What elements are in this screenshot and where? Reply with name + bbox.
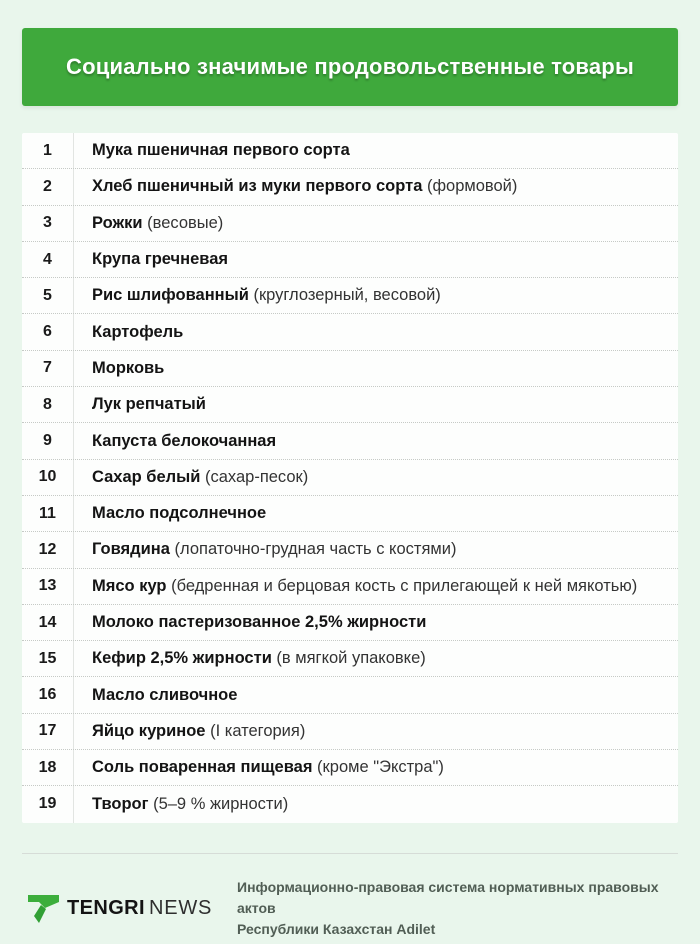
item-name: Говядина [92,540,170,559]
products-table [22,133,678,823]
item-note: (круглозерный, весовой) [248,286,441,305]
table-row [22,714,678,750]
item-name: Масло подсолнечное [92,504,267,523]
table-row [22,605,678,641]
row-item [74,169,678,204]
table-row [22,387,678,423]
brand-name-light: NEWS [148,896,213,919]
row-item [74,786,678,822]
table-row [22,423,678,459]
tengri-news-logo [28,892,237,925]
row-number: 1 [22,133,74,168]
row-item [74,677,678,712]
page-title: Социально значимые продовольственные товары [66,54,634,79]
row-item [74,496,678,531]
table-row [22,351,678,387]
item-name: Капуста белокочанная [92,431,277,450]
table-row [22,496,678,532]
item-name: Морковь [92,358,165,377]
header-banner [22,28,678,106]
row-number: 14 [22,605,74,640]
item-name: Сахар белый [92,467,201,486]
row-item [74,460,678,495]
brand-name [67,897,212,920]
row-number: 7 [22,351,74,386]
row-number: 12 [22,532,74,567]
table-row [22,750,678,786]
item-note: (I категория) [205,721,306,740]
item-name: Хлеб пшеничный из муки первого сорта [92,177,423,196]
table-row [22,532,678,568]
table-row [22,786,678,822]
footer [0,854,700,940]
item-note: (лопаточно-грудная часть с костями) [169,540,457,559]
row-number: 19 [22,786,74,822]
item-name: Рис шлифованный [92,286,249,305]
row-number: 15 [22,641,74,676]
row-item [74,314,678,349]
row-item [74,206,678,241]
item-name: Кефир 2,5% жирности [92,649,272,668]
row-number: 18 [22,750,74,785]
item-name: Соль поваренная пищевая [92,758,313,777]
item-name: Молоко пастеризованное 2,5% жирности [92,613,427,631]
table-row [22,278,678,314]
item-note: (формовой) [422,177,518,196]
table-row [22,569,678,605]
item-name: Яйцо куриное [92,721,206,740]
row-item [74,351,678,386]
source-line-1: Информационно-правовая система нормативных правовых актов [237,878,659,916]
source-line-2: Республики Казахстан Adilet [237,920,436,937]
item-note: (сахар-песок) [200,467,309,486]
table-row [22,460,678,496]
row-number: 5 [22,278,74,313]
table-row [22,677,678,713]
row-item [74,605,678,640]
row-number: 10 [22,460,74,495]
table-row [22,314,678,350]
row-item [74,569,678,604]
table-row [22,133,678,169]
row-number: 16 [22,677,74,712]
item-note: (в мягкой упаковке) [271,649,426,668]
table-row [22,169,678,205]
source-attribution [237,877,670,940]
item-name: Творог [92,794,149,813]
row-item [74,242,678,277]
item-note: (весовые) [142,213,224,232]
table-row [22,641,678,677]
table-row [22,242,678,278]
row-number: 11 [22,496,74,531]
row-number: 6 [22,314,74,349]
row-item [74,423,678,458]
item-name: Картофель [92,322,184,341]
row-item [74,532,678,567]
row-number: 17 [22,714,74,749]
item-name: Мясо кур [92,576,167,595]
tengri-flag-icon [28,892,59,925]
row-item [74,750,678,785]
row-number: 3 [22,206,74,241]
row-number: 4 [22,242,74,277]
item-note: (кроме "Экстра") [312,758,444,777]
row-item [74,387,678,422]
row-number: 13 [22,569,74,604]
item-name: Рожки [92,213,143,232]
item-name: Лук репчатый [92,395,206,414]
row-item [74,641,678,676]
item-note: (5–9 % жирности) [148,794,289,813]
table-row [22,206,678,242]
item-name: Крупа гречневая [92,250,229,269]
item-note: (бедренная и берцовая кость с прилегающей к ней мякотью) [166,576,638,595]
brand-name-bold: TENGRI [67,896,145,919]
row-item [74,133,678,168]
row-number: 9 [22,423,74,458]
row-item [74,278,678,313]
row-item [74,714,678,749]
item-name: Масло сливочное [92,685,238,704]
row-number: 8 [22,387,74,422]
row-number: 2 [22,169,74,204]
item-name: Мука пшеничная первого сорта [92,141,350,160]
